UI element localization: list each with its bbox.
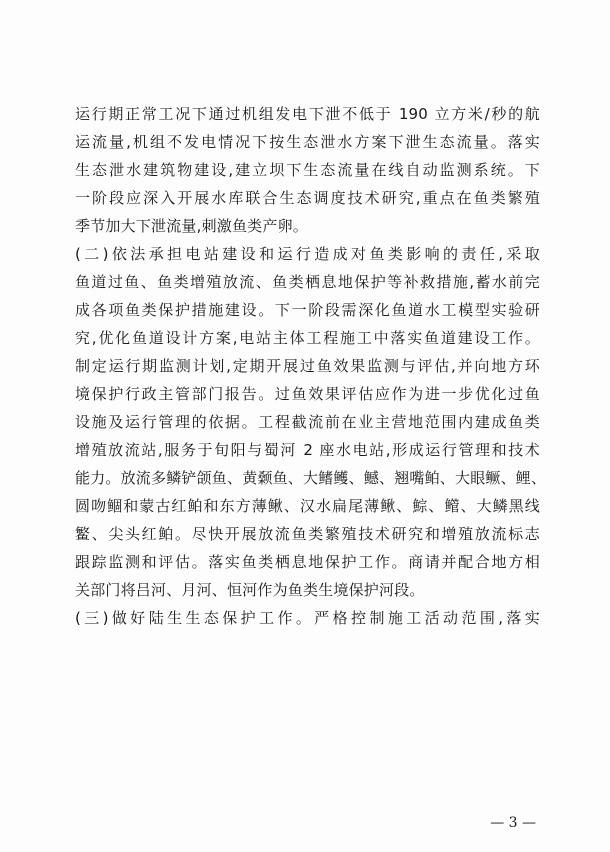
text-line: 运流量,机组不发电情况下按生态泄水方案下泄生态流量。落实 <box>75 133 540 151</box>
text-line: 设施及运行管理的依据。工程截流前在业主营地范围内建成鱼类 <box>75 413 540 431</box>
text-line: 一阶段应深入开展水库联合生态调度技术研究,重点在鱼类繁殖 <box>75 189 540 207</box>
text-line: 成各项鱼类保护措施建设。下一阶段需深化鱼道水工模型实验研 <box>75 301 540 319</box>
paragraph-start-line: (三)做好陆生生态保护工作。严格控制施工活动范围,落实 <box>75 609 540 627</box>
text-line: 鱼道过鱼、鱼类增殖放流、鱼类栖息地保护等补救措施,蓄水前完 <box>75 273 540 291</box>
text-line: 制定运行期监测计划,定期开展过鱼效果监测与评估,并向地方环 <box>75 357 540 375</box>
page-number: — 3 — <box>490 815 536 831</box>
paragraph-start-line: (二)依法承担电站建设和运行造成对鱼类影响的责任,采取 <box>75 245 540 263</box>
text-line: 季节加大下泄流量,刺激鱼类产卵。 <box>75 217 308 235</box>
text-line: 究,优化鱼道设计方案,电站主体工程施工中落实鱼道建设工作。 <box>75 329 540 347</box>
text-line: 圆吻鲴和蒙古红鲌和东方薄鳅、汉水扁尾薄鳅、鯮、鳤、大鳞黑线 <box>75 497 540 515</box>
text-line: 境保护行政主管部门报告。过鱼效果评估应作为进一步优化过鱼 <box>75 385 540 403</box>
text-line: 增殖放流站,服务于旬阳与蜀河 2 座水电站,形成运行管理和技术 <box>75 441 540 459</box>
text-line: 鳘、尖头红鲌。尽快开展放流鱼类繁殖技术研究和增殖放流标志 <box>75 525 540 543</box>
text-line: 关部门将吕河、月河、恒河作为鱼类生境保护河段。 <box>75 581 425 599</box>
text-line: 能力。放流多鳞铲颌鱼、黄颡鱼、大鳍鳠、鳡、翘嘴鲌、大眼鳜、鲤、 <box>75 469 547 487</box>
text-line: 运行期正常工况下通过机组发电下泄不低于 190 立方米/秒的航 <box>75 105 540 123</box>
text-line: 生态泄水建筑物建设,建立坝下生态流量在线自动监测系统。下 <box>75 161 540 179</box>
text-line: 跟踪监测和评估。落实鱼类栖息地保护工作。商请并配合地方相 <box>75 553 540 571</box>
body-text <box>75 100 547 632</box>
